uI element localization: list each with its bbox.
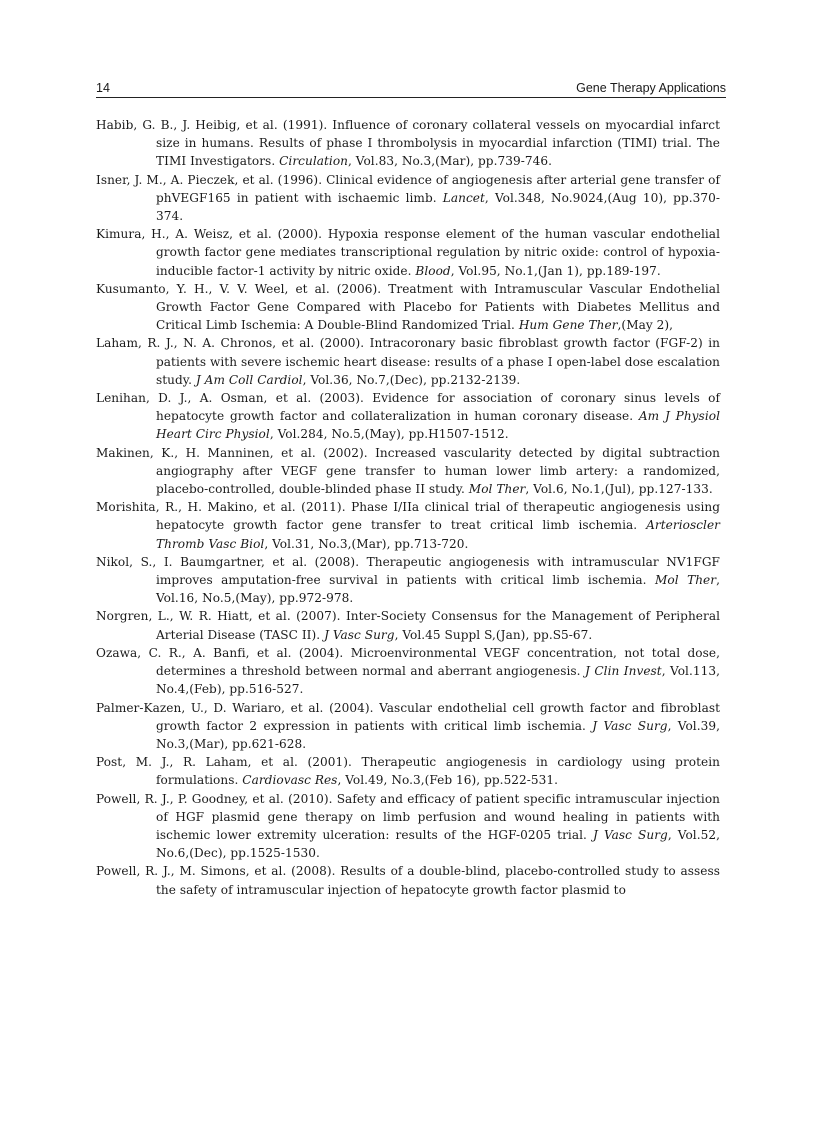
reference-text: Powell, R. J., M. Simons, et al. (2008). Results of a double-blind, placebo-controlled study to assess the safety of intramuscular injection of hepatocyte growth factor plasmid to — [96, 864, 720, 897]
reference-citation-details: , Vol.31, No.3,(Mar), pp.713-720. — [264, 536, 469, 551]
reference-journal: Blood — [415, 263, 451, 278]
reference-entry — [96, 644, 720, 699]
reference-citation-details: , Vol.52, No.6,(Dec), pp.1525-1530. — [156, 827, 720, 861]
reference-citation-details: , Vol.113, No.4,(Feb), pp.516-527. — [156, 664, 720, 697]
reference-journal: J Vasc Surg — [324, 627, 395, 642]
reference-journal: Hum Gene Ther — [518, 318, 618, 333]
reference-list — [96, 116, 720, 899]
reference-entry — [96, 553, 720, 608]
reference-text: Habib, G. B., J. Heibig, et al. (1991). Influence of coronary collateral vessels on myocardial infarct size in humans. Results of phase I thrombolysis in myocardial infarction (TIMI) trial. The TIMI Investigators. — [96, 118, 720, 169]
reference-citation-details: , Vol.83, No.3,(Mar), pp.739-746. — [348, 154, 552, 169]
reference-citation-details: , Vol.39, No.3,(Mar), pp.621-628. — [156, 718, 720, 751]
reference-entry — [96, 225, 720, 280]
reference-text: Nikol, S., I. Baumgartner, et al. (2008). Therapeutic angiogenesis with intramuscular NV1FGF improves amputation-free survival in patients with critical limb ischemia. — [96, 554, 720, 588]
reference-entry — [96, 389, 720, 444]
reference-entry — [96, 280, 720, 335]
reference-journal: Circulation — [279, 154, 348, 169]
reference-citation-details: , Vol.16, No.5,(May), pp.972-978. — [156, 573, 720, 606]
reference-citation-details: , Vol.284, No.5,(May), pp.H1507-1512. — [269, 427, 509, 442]
reference-text: Isner, J. M., A. Pieczek, et al. (1996). Clinical evidence of angiogenesis after arterial gene transfer of phVEGF165 in patient with ischaemic limb. — [96, 172, 720, 205]
reference-journal: J Clin Invest — [585, 664, 662, 679]
reference-journal: J Vasc Surg — [592, 718, 668, 733]
reference-entry — [96, 334, 720, 389]
reference-journal: Am J Physiol Heart Circ Physiol — [156, 409, 720, 442]
reference-citation-details: , Vol.36, No.7,(Dec), pp.2132-2139. — [302, 372, 521, 387]
reference-entry — [96, 116, 720, 171]
reference-journal: J Vasc Surg — [592, 827, 668, 842]
reference-text: Makinen, K., H. Manninen, et al. (2002). Increased vascularity detected by digital subtraction angiography after VEGF gene transfer to human lower limb artery: a randomized, placebo-controlled, double-blinded phase II study. — [96, 445, 720, 497]
reference-text: Kimura, H., A. Weisz, et al. (2000). Hypoxia response element of the human vascular endothelial growth factor gene mediates transcriptional regulation by nitric oxide: control of hypoxia-inducible factor-1 activity by nitric oxide. — [96, 227, 720, 278]
reference-text: Norgren, L., W. R. Hiatt, et al. (2007). Inter-Society Consensus for the Management of Peripheral Arterial Disease (TASC II). — [96, 609, 720, 642]
page-number: 14 — [96, 81, 110, 95]
reference-text: Palmer-Kazen, U., D. Wariaro, et al. (2004). Vascular endothelial cell growth factor and fibroblast growth factor 2 expression in patients with critical limb ischemia. — [96, 700, 720, 733]
reference-citation-details: , Vol.45 Suppl S,(Jan), pp.S5-67. — [394, 627, 593, 642]
running-title: Gene Therapy Applications — [576, 81, 726, 95]
reference-text: Ozawa, C. R., A. Banfi, et al. (2004). Microenvironmental VEGF concentration, not total dose, determines a threshold between normal and aberrant angiogenesis. — [96, 645, 720, 679]
reference-journal: Cardiovasc Res — [242, 773, 338, 788]
reference-entry — [96, 862, 720, 898]
reference-entry — [96, 790, 720, 863]
reference-journal: Mol Ther — [468, 482, 526, 497]
reference-citation-details: , Vol.6, No.1,(Jul), pp.127-133. — [525, 482, 713, 497]
reference-journal: Lancet — [442, 190, 485, 205]
reference-entry — [96, 753, 720, 789]
reference-text: Morishita, R., H. Makino, et al. (2011). Phase I/IIa clinical trial of therapeutic angiogenesis using hepatocyte growth factor gene transfer to treat critical limb ischemia. — [96, 500, 720, 533]
reference-entry — [96, 444, 720, 499]
reference-entry — [96, 699, 720, 754]
reference-journal: Mol Ther — [654, 573, 717, 588]
reference-citation-details: ,(May 2), — [617, 318, 674, 333]
reference-text: Laham, R. J., N. A. Chronos, et al. (2000). Intracoronary basic fibroblast growth factor (FGF-2) in patients with severe ischemic heart disease: results of a phase I open-label dose escalation study. — [96, 336, 720, 387]
reference-citation-details: , Vol.49, No.3,(Feb 16), pp.522-531. — [337, 773, 559, 788]
running-header — [96, 80, 726, 98]
reference-text: Powell, R. J., P. Goodney, et al. (2010). Safety and efficacy of patient specific intramuscular injection of HGF plasmid gene therapy on limb perfusion and wound healing in patients with ischemic lower extremity ulceration: results of the HGF-0205 trial. — [96, 791, 720, 842]
reference-text: Kusumanto, Y. H., V. V. Weel, et al. (2006). Treatment with Intramuscular Vascular Endothelial Growth Factor Gene Compared with Placebo for Patients with Diabetes Mellitus and Critical Limb Ischemia: A Double-Blind Randomized Trial. — [96, 281, 720, 333]
reference-citation-details: , Vol.95, No.1,(Jan 1), pp.189-197. — [450, 263, 661, 278]
reference-entry — [96, 498, 720, 553]
reference-text: Post, M. J., R. Laham, et al. (2001). Therapeutic angiogenesis in cardiology using protein formulations. — [96, 755, 720, 788]
reference-journal: Arterioscler Thromb Vasc Biol — [156, 518, 720, 551]
reference-journal: J Am Coll Cardiol — [195, 372, 303, 387]
reference-citation-details: , Vol.348, No.9024,(Aug 10), pp.370-374. — [156, 190, 720, 224]
reference-entry — [96, 171, 720, 226]
reference-entry — [96, 607, 720, 643]
reference-text: Lenihan, D. J., A. Osman, et al. (2003). Evidence for association of coronary sinus levels of hepatocyte growth factor and collateralization in human coronary disease. — [96, 391, 720, 424]
